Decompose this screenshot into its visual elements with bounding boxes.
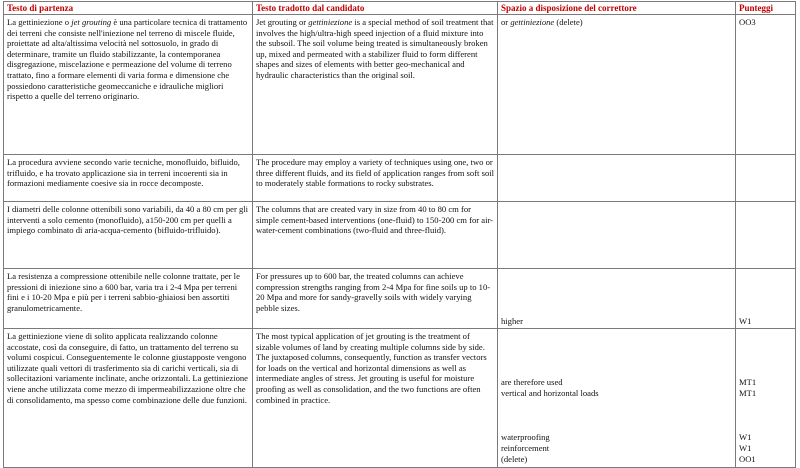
correction-note: higher — [501, 316, 523, 326]
score-cell — [736, 329, 796, 468]
target-cell: The procedure may employ a variety of techniques using one, two or three different fluids, and its field of application ranges from soft soil to moderately stable formations to rocky substrates. — [253, 155, 498, 202]
table-row — [4, 155, 796, 202]
target-term-italic: gettiniezione — [308, 17, 353, 27]
target-cell: The columns that are created vary in size from 40 to 80 cm for simple cement-based interventions (one-fluid) to 150-200 cm for air-water-cement combinations (two-fluid and three-fluid). — [253, 202, 498, 269]
correction-note: reinforcement — [501, 443, 550, 453]
target-cell: For pressures up to 600 bar, the treated columns can achieve compression strengths ranging from 2-4 Mpa for fine soils up to 10-20 Mpa and more for sandy-gravelly soils with widely varying pebble sizes. — [253, 269, 498, 329]
source-cell — [4, 15, 253, 155]
target-text: is a special method of soil treatment that involves the high/ultra-high speed injection of a fluid mixture into the subsoil. The soil volume being treated is simultaneously broken up, mixed and permeated with a stabilizer fluid to form different shapes and sizes of elements with better geo-mechanical and hydraulic characteristics than the original soil. — [256, 17, 494, 80]
source-text: è una particolare tecnica di trattamento dei terreni che consiste nell'iniezione nel terreno di miscele fluide, proiettate ad alta/altissima velocità nel sottosuolo, in grado di determinare, tramite un fluido stabilizzante, la contemporanea disgregazione, miscelazione e permeazione del volume di terreno trattato, fino a formare elementi di varia forma e dimensione che possiedono caratteristiche geomeccaniche e idrauliche migliori rispetto a quelle del terreno originario. — [7, 17, 248, 102]
header-row — [4, 2, 796, 15]
source-cell: I diametri delle colonne ottenibili sono variabili, da 40 a 80 cm per gli interventi a solo cemento (monofluido), a150-200 cm per quelli a impiego combinato di aria-acqua-cemento (bifluido-trifluido). — [4, 202, 253, 269]
source-text: La gettiniezione o — [7, 17, 72, 27]
score-value: OO1 — [739, 454, 756, 464]
table-row — [4, 329, 796, 468]
score-value: MT1 — [739, 388, 757, 398]
score-cell — [736, 155, 796, 202]
score-value: W1 — [739, 443, 752, 453]
correction-note: or — [501, 17, 511, 27]
header-corrector-space: Spazio a disposizione del correttore — [498, 2, 736, 15]
score-cell — [736, 202, 796, 269]
correction-table — [3, 1, 796, 468]
correction-note: vertical and horizontal loads — [501, 388, 599, 398]
score-value: W1 — [739, 432, 752, 442]
source-term-italic: jet grouting — [71, 17, 112, 27]
source-cell: La gettiniezione viene di solito applicata realizzando colonne accostate, così da conseguire, di fatto, un trattamento del terreno su volumi cospicui. Conseguentemente le colonne giustapposte vengono utilizzate quali vettori di trasferimento sia di carichi verticali, sia di sollecitazioni variamente inclinate, anche orizzontali. La gettiniezione viene anche utilizzata come mezzo di impermeabilizzazione oltre che di consolidamento, ma spesso come combinazione delle due funzioni. — [4, 329, 253, 468]
score-value: OO3 — [739, 17, 756, 27]
score-value: W1 — [739, 316, 752, 326]
source-cell: La procedura avviene secondo varie tecniche, monofluido, bifluido, trifluido, e ha trovato applicazione sia in terreni incoerenti sia in formazioni mediamente coesive sia in rocce decomposte. — [4, 155, 253, 202]
corrector-cell — [498, 329, 736, 468]
score-cell — [736, 15, 796, 155]
table-row — [4, 15, 796, 155]
score-cell — [736, 269, 796, 329]
correction-note-italic: gettiniezione — [510, 17, 555, 27]
header-score: Punteggi — [736, 2, 796, 15]
corrector-cell — [498, 269, 736, 329]
corrector-cell — [498, 15, 736, 155]
table-row — [4, 269, 796, 329]
correction-note: (delete) — [501, 454, 528, 464]
source-cell: La resistenza a compressione ottenibile nelle colonne trattate, per le pressioni di iniezione sino a 600 bar, varia tra i 2-4 Mpa per terreni fini e i 10-20 Mpa e più per i terreni sabbio-ghiaiosi ben assortiti granulometricamente. — [4, 269, 253, 329]
correction-note: (delete) — [554, 17, 583, 27]
target-text: Jet grouting or — [256, 17, 309, 27]
correction-note: are therefore used — [501, 377, 563, 387]
correction-note: waterproofing — [501, 432, 550, 442]
header-source-text: Testo di partenza — [4, 2, 253, 15]
score-value: MT1 — [739, 377, 757, 387]
target-cell — [253, 15, 498, 155]
corrector-cell — [498, 202, 736, 269]
target-cell: The most typical application of jet grouting is the treatment of sizable volumes of land by creating multiple columns side by side. The juxtaposed columns, consequently, function as transfer vectors for loads on the vertical and horizontal dimensions as well as intermediate angles of stress. Jet grouting is useful for moisture proofing as well as consolidation, and the two functions are often combined in practice. — [253, 329, 498, 468]
header-translated-text: Testo tradotto dal candidato — [253, 2, 498, 15]
corrector-cell — [498, 155, 736, 202]
table-row — [4, 202, 796, 269]
